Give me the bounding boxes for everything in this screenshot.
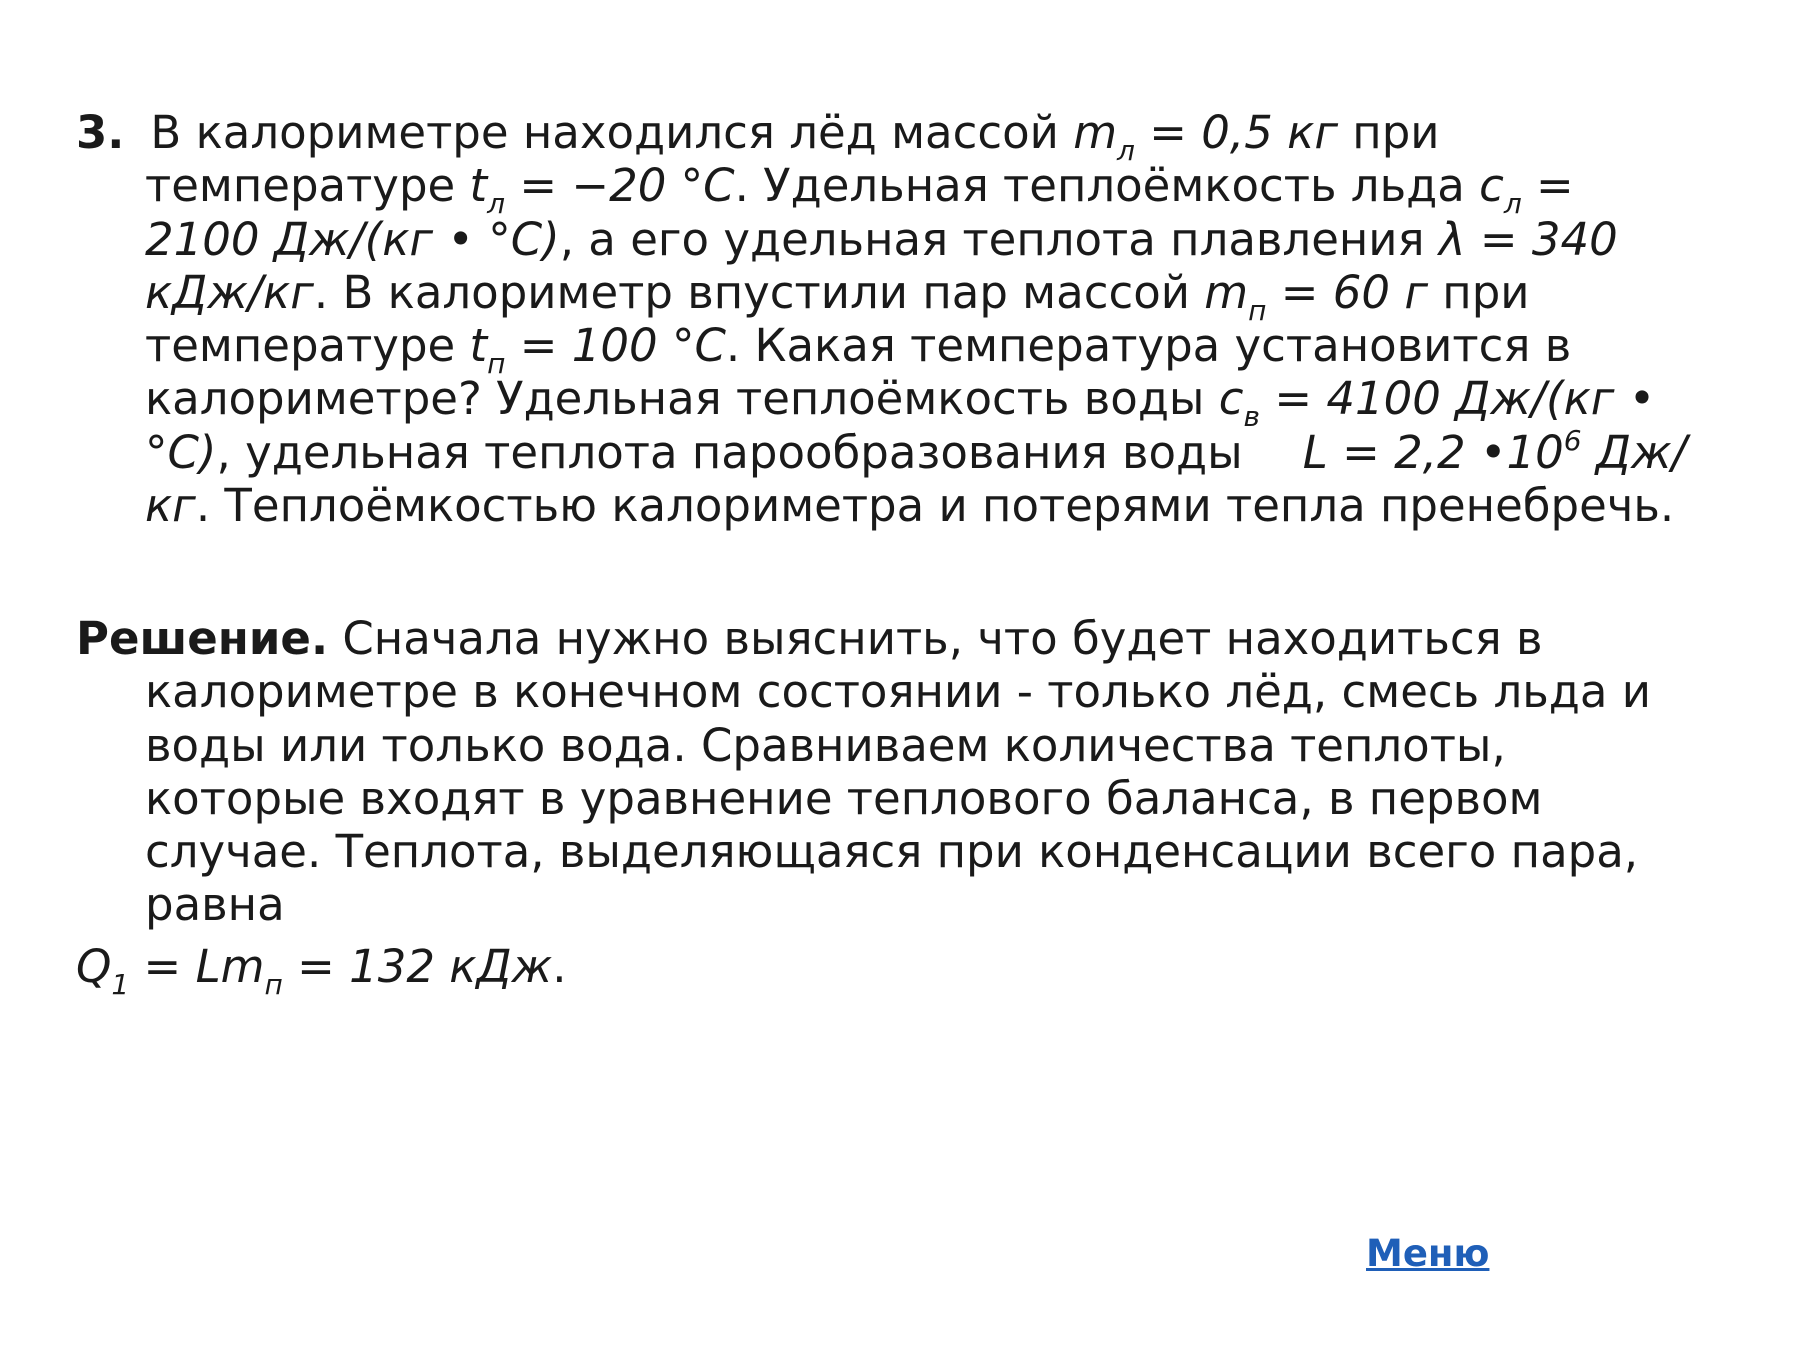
solution-text: Сначала нужно выяснить, что будет находиться в калориметре в конечном состоянии - только лёд, смесь льда и воды или только вода. Сравниваем количества теплоты, которые входят в уравнение теплового баланса, в первом случае. Теплота, выделяющаяся при конденсации всего пара, равна [145,612,1651,932]
problem-text: . Удельная теплоёмкость льда [734,159,1480,213]
problem-statement [76,106,1696,532]
steam-temp-symbol: t [469,319,488,373]
problem-text: . Теплоёмкостью калориметра и потерями тепла пренебречь. [195,479,1675,533]
ice-heat-capacity-value: = 2100 Дж/(кг • °С) [145,159,1574,266]
vaporization-heat-exponent: 6 [1563,423,1582,457]
problem-text: , удельная теплота парообразования воды [216,425,1243,479]
q-symbol: Q [76,940,112,993]
steam-temp-value: = 100 °С [505,319,726,373]
water-subscript: в [1243,400,1261,434]
steam-mass-symbol: m [1204,265,1249,319]
problem-text: . В калориметр впустили пар массой [313,265,1205,319]
vaporization-heat-unit: Дж/кг [145,425,1687,533]
problem-text: , а его удельная теплота плавления [559,212,1439,266]
problem-text: при температуре [145,265,1530,373]
q-subscript: 1 [111,968,130,1001]
ice-subscript: л [1117,134,1135,167]
water-heat-capacity-symbol: с [1218,372,1244,426]
menu-link[interactable]: Меню [1366,1232,1490,1275]
problem-number: 3. [76,106,125,159]
solution-paragraph [76,612,1696,932]
problem-text: В калориметре находился лёд массой [150,106,1074,159]
formula-value: = 132 кДж [282,940,553,993]
result-formula [76,940,567,1001]
problem-text: . Какая температура установится в калориметре? Удельная теплоёмкость воды [145,319,1572,426]
formula-text: = Lm [129,940,265,993]
ice-mass-symbol: m [1073,106,1118,159]
ice-subscript: л [487,187,506,221]
formula-period: . [552,940,567,993]
steam-subscript: п [1248,293,1267,327]
ice-mass-value: = 0,5 кг [1134,106,1338,159]
ice-temp-symbol: t [469,159,488,213]
steam-mass-value: = 60 г [1266,265,1428,319]
steam-subscript: п [487,347,506,381]
water-heat-capacity-value: = 4100 Дж/(кг • °С) [145,372,1656,479]
ice-subscript: л [1503,187,1522,221]
solution-label: Решение. [76,612,329,665]
ice-heat-capacity-symbol: с [1479,159,1504,213]
ice-temp-value: = −20 °С [505,159,735,213]
steam-subscript: п [264,968,283,1001]
problem-text: при температуре [145,106,1440,213]
melting-heat-value: λ = 340 кДж/кг [145,212,1618,319]
vaporization-heat-value: L = 2,2 •10 [1302,425,1564,479]
